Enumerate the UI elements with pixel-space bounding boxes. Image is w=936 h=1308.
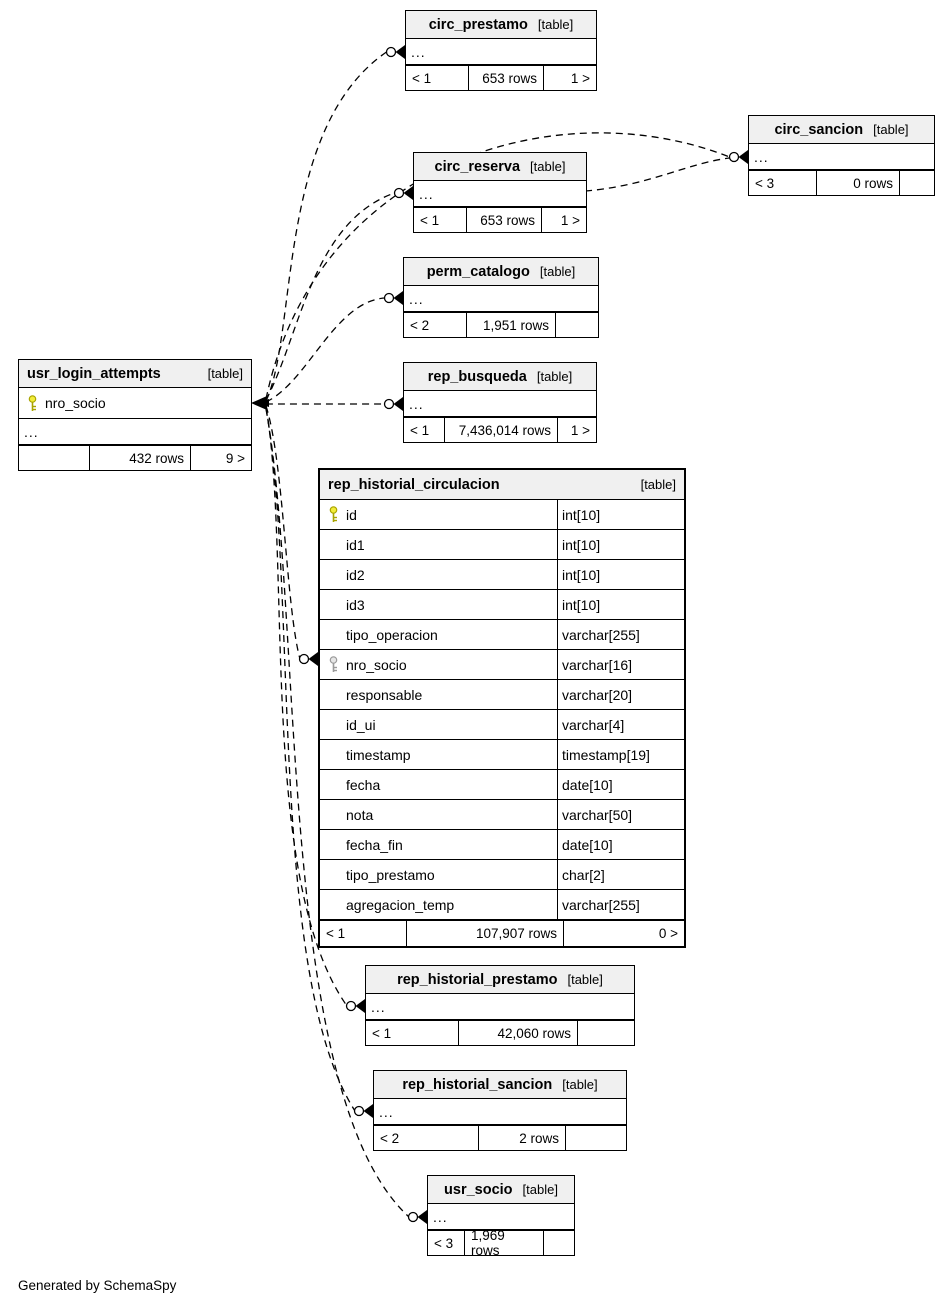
table-header[interactable] [749, 116, 934, 144]
table-rep-historial-circulacion[interactable] [318, 468, 686, 948]
column-row-tipo-prestamo[interactable] [320, 860, 684, 890]
column-row-agregacion-temp[interactable] [320, 890, 684, 920]
parents-count: < 1 [406, 66, 469, 90]
column-type: timestamp[19] [557, 740, 684, 769]
table-tag: [table] [640, 477, 676, 492]
parents-count: < 1 [404, 418, 445, 442]
table-tag: [table] [562, 1077, 598, 1092]
relationship-line [266, 193, 395, 400]
table-circ-reserva[interactable] [413, 152, 587, 233]
column-row-tipo-operacion[interactable] [320, 620, 684, 650]
relationship-line [266, 406, 300, 659]
column-row-id2[interactable] [320, 560, 684, 590]
table-header[interactable] [366, 966, 634, 994]
children-count [544, 1231, 574, 1255]
table-tag: [table] [522, 1182, 558, 1197]
hidden-columns-row: ... [374, 1099, 626, 1125]
generated-by-note: Generated by SchemaSpy [18, 1278, 177, 1293]
column-name: agregacion_temp [346, 896, 455, 913]
column-type: varchar[255] [557, 890, 684, 919]
table-header[interactable] [19, 360, 251, 388]
table-header[interactable] [374, 1071, 626, 1099]
table-tag: [table] [537, 17, 574, 32]
row-count: 7,436,014 rows [445, 418, 558, 442]
parents-count: < 1 [414, 208, 467, 232]
column-name: timestamp [346, 746, 411, 763]
row-count: 2 rows [479, 1126, 566, 1150]
row-count: 653 rows [467, 208, 542, 232]
hidden-columns-row: ... [414, 181, 586, 207]
hidden-columns-row: ... [19, 419, 251, 445]
primary-key-icon [320, 500, 346, 529]
column-type: int[10] [557, 590, 684, 619]
row-count: 432 rows [90, 446, 191, 470]
column-type: date[10] [557, 770, 684, 799]
table-footer [374, 1125, 626, 1150]
row-count: 653 rows [469, 66, 544, 90]
column-row-nro-socio[interactable] [320, 650, 684, 680]
children-count: 0 > [658, 926, 678, 941]
column-name: responsable [346, 686, 423, 703]
column-name: fecha [346, 776, 381, 793]
column-name: id2 [346, 566, 365, 583]
column-type: varchar[50] [557, 800, 684, 829]
parents-count: < 3 [749, 171, 817, 195]
table-footer [404, 312, 598, 337]
hidden-columns-row: ... [749, 144, 934, 170]
column-name: nota [346, 806, 374, 823]
children-count: 1 > [570, 70, 590, 86]
table-header[interactable] [428, 1176, 574, 1204]
table-name: usr_login_attempts [27, 365, 161, 382]
row-count: 1,969 rows [465, 1231, 544, 1255]
table-name: usr_socio [444, 1181, 513, 1198]
parents-count: < 3 [428, 1231, 465, 1255]
table-perm-catalogo[interactable] [403, 257, 599, 338]
column-row-fecha-fin[interactable] [320, 830, 684, 860]
table-name: circ_sancion [774, 121, 864, 138]
column-name: id [346, 506, 357, 523]
table-name: rep_busqueda [427, 368, 527, 385]
table-header[interactable] [404, 258, 598, 286]
hidden-columns-row: ... [366, 994, 634, 1020]
hidden-columns-row: ... [404, 391, 596, 417]
column-type: char[2] [557, 860, 684, 889]
column-row-id-ui[interactable] [320, 710, 684, 740]
table-tag: [table] [207, 366, 243, 381]
children-count [566, 1126, 626, 1150]
table-footer [404, 417, 596, 442]
table-tag: [table] [567, 972, 603, 987]
table-circ-prestamo[interactable] [405, 10, 597, 91]
table-footer [366, 1020, 634, 1045]
column-name: fecha_fin [346, 836, 403, 853]
parents-count: < 1 [366, 1021, 459, 1045]
column-name: id_ui [346, 716, 376, 733]
table-tag: [table] [539, 264, 576, 279]
children-count: 9 > [225, 450, 245, 466]
row-count: 42,060 rows [459, 1021, 578, 1045]
table-footer [749, 170, 934, 195]
row-count: 0 rows [817, 171, 900, 195]
table-name: rep_historial_circulacion [328, 476, 500, 493]
children-count [900, 171, 934, 195]
table-circ-sancion[interactable] [748, 115, 935, 196]
table-footer [320, 920, 684, 946]
children-count: 1 > [560, 212, 580, 228]
column-name: id3 [346, 596, 365, 613]
column-row-nota[interactable] [320, 800, 684, 830]
column-row-fecha[interactable] [320, 770, 684, 800]
column-type: varchar[4] [557, 710, 684, 739]
row-count: 107,907 rows [407, 921, 564, 946]
hidden-columns-row: ... [428, 1204, 574, 1230]
table-rep-historial-prestamo[interactable] [365, 965, 635, 1046]
table-header[interactable] [404, 363, 596, 391]
relationship-line [266, 52, 387, 401]
hidden-columns-row: ... [406, 39, 596, 65]
table-footer [428, 1228, 574, 1258]
column-type: int[10] [557, 560, 684, 589]
column-name: id1 [346, 536, 365, 553]
primary-key-icon [19, 395, 45, 412]
row-count: 1,951 rows [467, 313, 556, 337]
column-type: int[10] [557, 500, 684, 529]
hidden-columns-row: ... [404, 286, 598, 312]
column-name: tipo_prestamo [346, 866, 435, 883]
table-rep-historial-sancion[interactable] [373, 1070, 627, 1151]
column-row-id[interactable] [320, 500, 684, 530]
relationship-line [266, 298, 385, 402]
parents-count: < 2 [404, 313, 467, 337]
column-type: varchar[20] [557, 680, 684, 709]
relationship-line [585, 158, 730, 191]
source-arrowhead [251, 396, 269, 410]
table-name: circ_reserva [434, 158, 521, 175]
table-usr-login-attempts[interactable] [18, 359, 252, 471]
column-row-id3[interactable] [320, 590, 684, 620]
table-header[interactable] [414, 153, 586, 181]
column-type: date[10] [557, 830, 684, 859]
table-header[interactable] [406, 11, 596, 39]
table-rep-busqueda[interactable] [403, 362, 597, 443]
column-name: nro_socio [45, 395, 106, 411]
table-header[interactable] [320, 470, 684, 500]
column-name: nro_socio [346, 656, 407, 673]
parents-count: < 2 [374, 1126, 479, 1150]
column-row-timestamp[interactable] [320, 740, 684, 770]
children-count: 1 > [570, 422, 590, 438]
table-tag: [table] [536, 369, 573, 384]
table-name: rep_historial_sancion [402, 1076, 553, 1093]
column-name: tipo_operacion [346, 626, 438, 643]
table-name: perm_catalogo [426, 263, 530, 280]
table-usr-socio[interactable] [427, 1175, 575, 1256]
table-name: circ_prestamo [428, 16, 528, 33]
foreign-key-icon [320, 650, 346, 679]
parents-count [19, 446, 90, 470]
children-count [556, 313, 598, 337]
column-type: varchar[255] [557, 620, 684, 649]
column-row-id1[interactable] [320, 530, 684, 560]
children-count [578, 1021, 634, 1045]
column-type: varchar[16] [557, 650, 684, 679]
column-type: int[10] [557, 530, 684, 559]
column-row-responsable[interactable] [320, 680, 684, 710]
table-footer [414, 207, 586, 232]
parents-count: < 1 [320, 921, 407, 946]
table-footer [19, 445, 251, 470]
table-name: rep_historial_prestamo [397, 971, 558, 988]
table-tag: [table] [530, 159, 566, 174]
table-tag: [table] [873, 122, 909, 137]
table-footer [406, 65, 596, 90]
column-row-nro-socio[interactable] [19, 388, 251, 419]
